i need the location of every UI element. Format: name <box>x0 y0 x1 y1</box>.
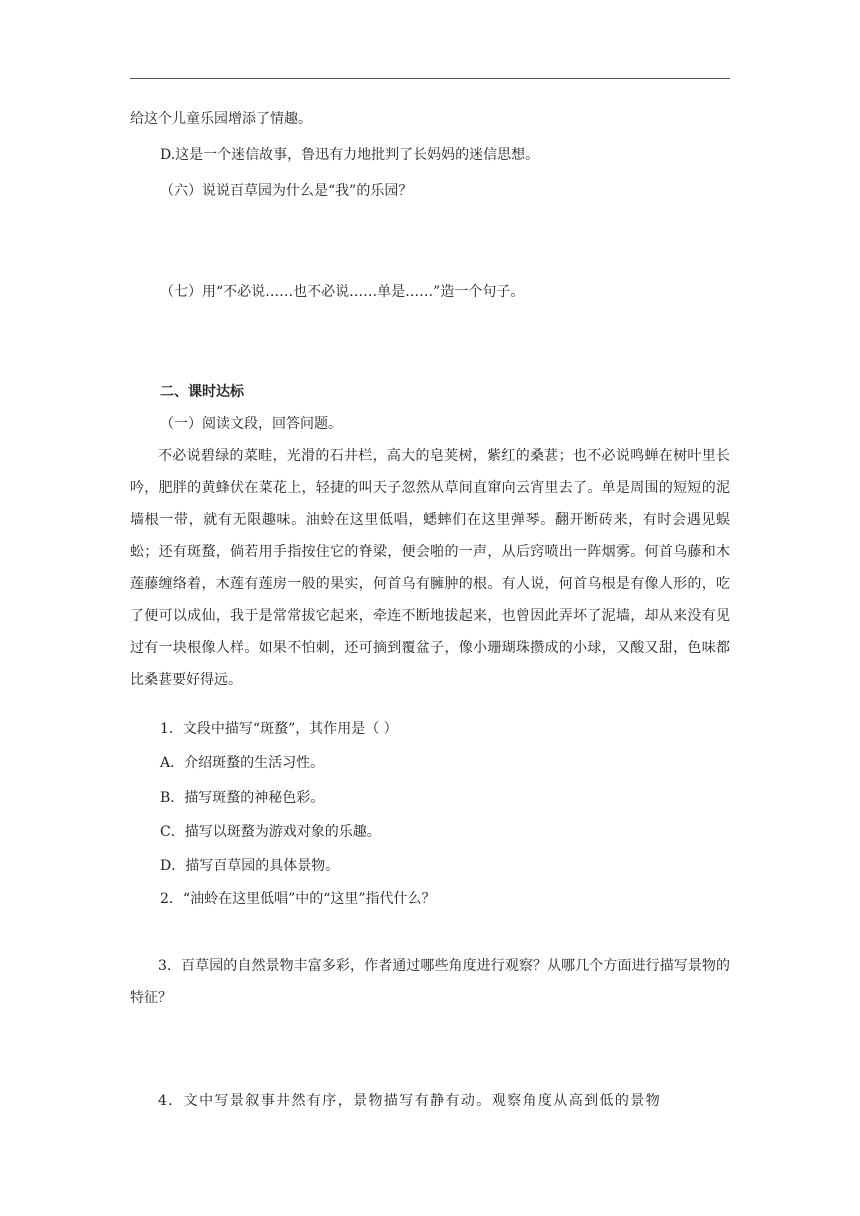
question-7: （七）用“不必说……也不必说……单是……”造一个句子。 <box>160 284 525 300</box>
question-1-option-d: D．描写百草园的具体景物。 <box>160 858 340 874</box>
question-1-option-a: A．介绍斑蝥的生活习性。 <box>160 755 325 771</box>
option-d-previous: D.这是一个迷信故事，鲁迅有力地批判了长妈妈的迷信思想。 <box>160 147 540 163</box>
section-2-title: 二、课时达标 <box>160 384 244 400</box>
question-1-option-b: B．描写斑蝥的神秘色彩。 <box>160 790 325 806</box>
question-1-option-c: C．描写以斑蝥为游戏对象的乐趣。 <box>160 824 381 840</box>
question-1: 1．文段中描写“斑蝥”，其作用是（ ） <box>160 721 398 737</box>
reading-passage: 不必说碧绿的菜畦，光滑的石井栏，高大的皂荚树，紫红的桑葚；也不必说鸣蝉在树叶里长吟，肥胖的黄蜂伏在菜花上，轻捷的叫天子忽然从草间直窜向云宵里去了。单是周围的短短的泥墙根一带，就有无限趣味。油蛉在这里低唱，蟋蟀们在这里弹琴。翻开断砖来，有时会遇见蜈蚣；还有斑蝥，倘若用手指按住它的脊梁，便会啪的一声，从后窍喷出一阵烟雾。何首乌藤和木莲藤缠络着，木莲有莲房一般的果实，何首乌有臃肿的根。有人说，何首乌根是有像人形的，吃了便可以成仙，我于是常常拔它起来，牵连不断地拔起来，也曾因此弄坏了泥墙，却从来没有见过有一块根像人样。如果不怕刺，还可摘到覆盆子，像小珊瑚珠攒成的小球，又酸又甜，色味都比桑葚要好得远。 <box>130 448 730 688</box>
header-rule <box>130 78 730 79</box>
continuation-line: 给这个儿童乐园增添了情趣。 <box>130 111 312 127</box>
question-4: 4．文中写景叙事井然有序，景物描写有静有动。观察角度从高到低的景物 <box>158 1093 662 1109</box>
sub-question-1-heading: （一）阅读文段，回答问题。 <box>160 416 342 432</box>
question-2: 2．“油蛉在这里低唱”中的“这里”指代什么？ <box>160 891 436 907</box>
question-6: （六）说说百草园为什么是“我”的乐园？ <box>160 183 413 199</box>
question-3: 3．百草园的自然景物丰富多彩，作者通过哪些角度进行观察？从哪几个方面进行描写景物的特征？ <box>130 958 730 1006</box>
